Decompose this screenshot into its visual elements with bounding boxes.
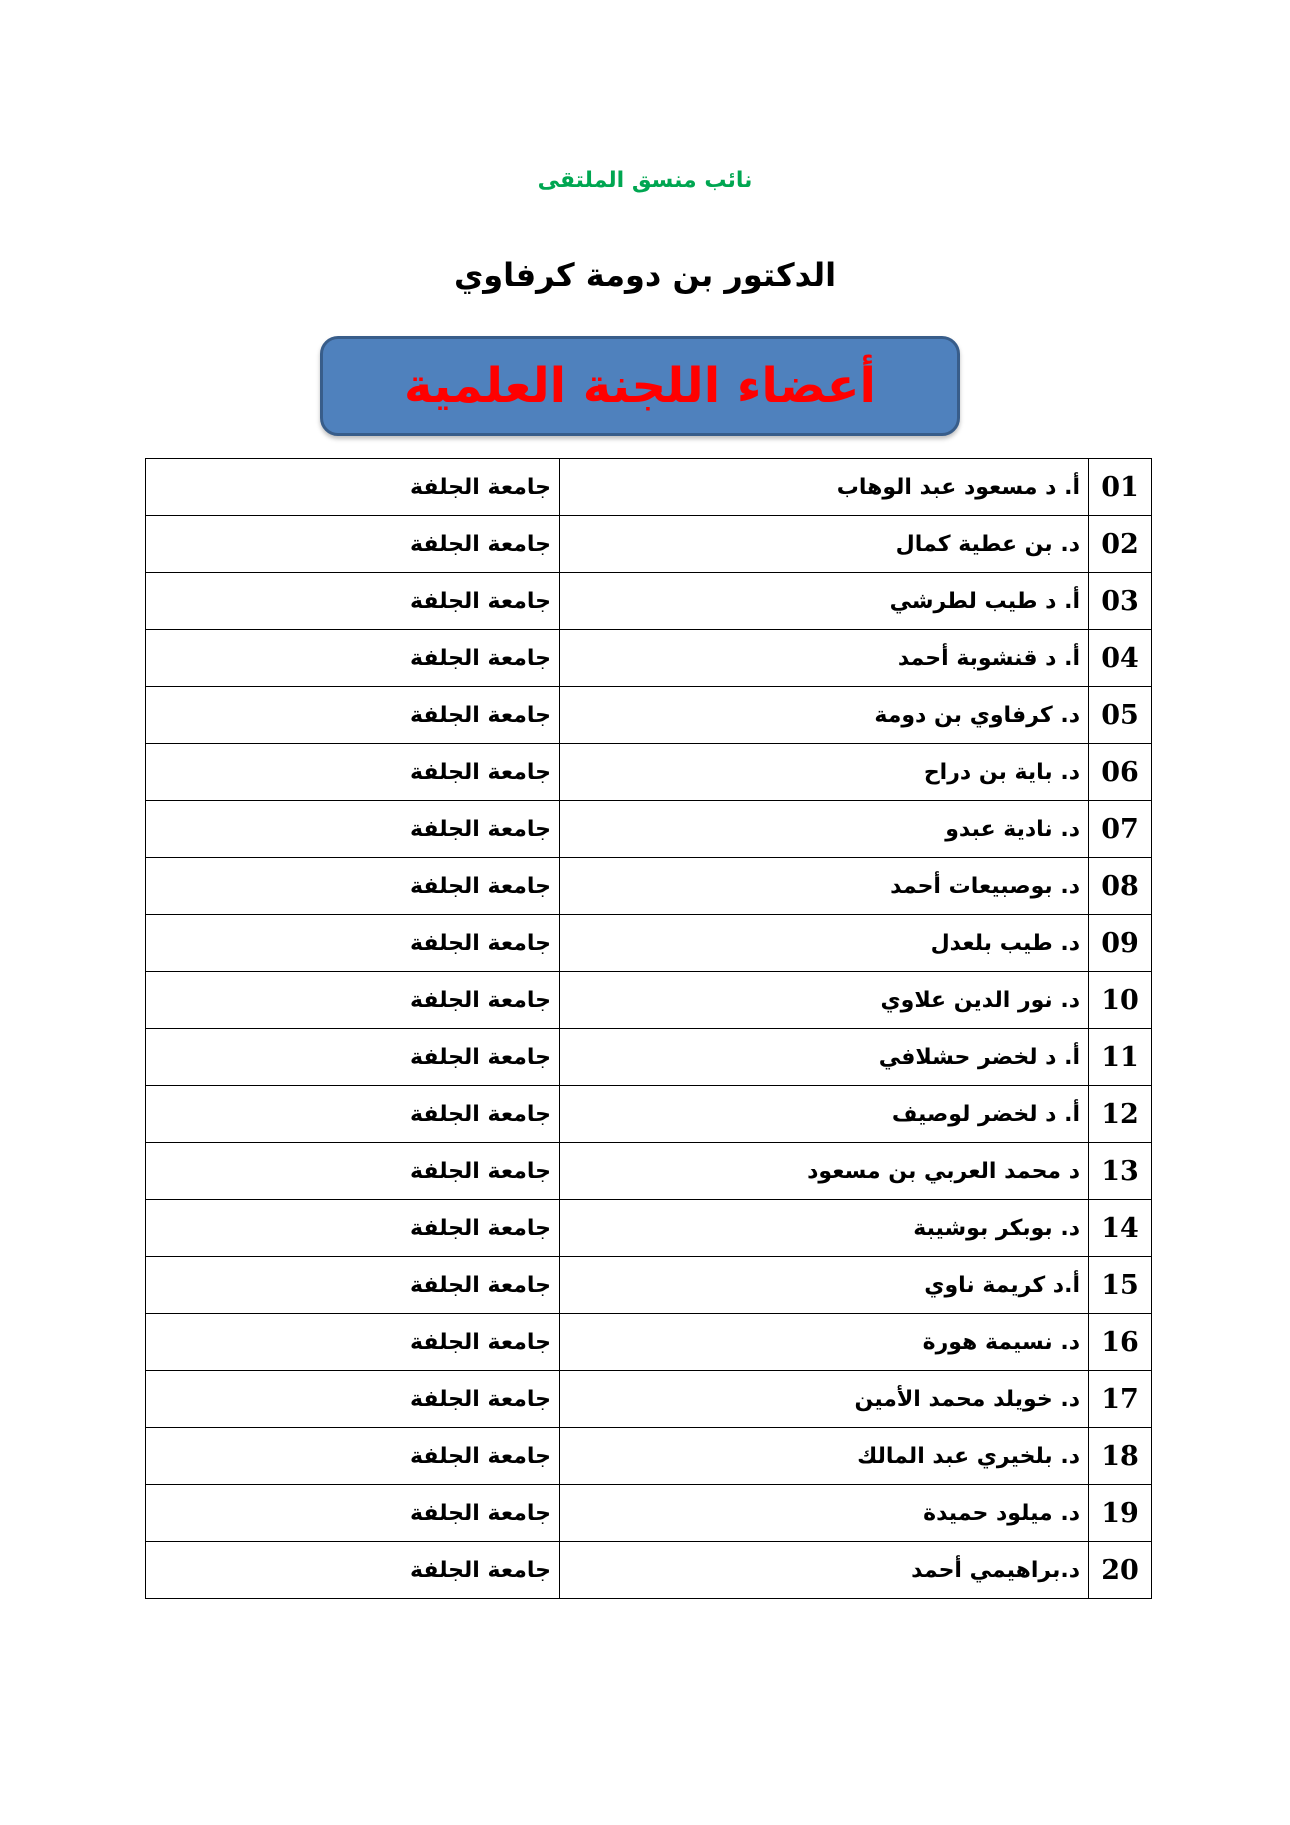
member-name: أ.د كريمة ناوي: [560, 1257, 1089, 1314]
member-university: جامعة الجلفة: [146, 459, 560, 516]
member-name: د. بوبكر بوشيبة: [560, 1200, 1089, 1257]
member-number: 03: [1089, 573, 1152, 630]
member-number: 16: [1089, 1314, 1152, 1371]
member-university: جامعة الجلفة: [146, 573, 560, 630]
member-university: جامعة الجلفة: [146, 1029, 560, 1086]
member-name: د. بن عطية كمال: [560, 516, 1089, 573]
member-university: جامعة الجلفة: [146, 744, 560, 801]
member-name: د. بلخيري عبد المالك: [560, 1428, 1089, 1485]
member-name: د. نادية عبدو: [560, 801, 1089, 858]
table-row: [146, 459, 1152, 516]
table-row: [146, 1428, 1152, 1485]
member-name: د. كرفاوي بن دومة: [560, 687, 1089, 744]
member-university: جامعة الجلفة: [146, 630, 560, 687]
member-number: 11: [1089, 1029, 1152, 1086]
table-row: [146, 1086, 1152, 1143]
banner-title: أعضاء اللجنة العلمية: [404, 358, 876, 414]
member-name: أ. د لخضر لوصيف: [560, 1086, 1089, 1143]
member-name: أ. د طيب لطرشي: [560, 573, 1089, 630]
table-row: [146, 687, 1152, 744]
table-row: [146, 915, 1152, 972]
member-name: د. ميلود حميدة: [560, 1485, 1089, 1542]
member-university: جامعة الجلفة: [146, 1542, 560, 1599]
member-university: جامعة الجلفة: [146, 972, 560, 1029]
table-row: [146, 573, 1152, 630]
member-name: د. باية بن دراح: [560, 744, 1089, 801]
member-number: 17: [1089, 1371, 1152, 1428]
member-university: جامعة الجلفة: [146, 1485, 560, 1542]
table-row: [146, 1314, 1152, 1371]
member-university: جامعة الجلفة: [146, 1257, 560, 1314]
member-university: جامعة الجلفة: [146, 1428, 560, 1485]
member-name: د محمد العربي بن مسعود: [560, 1143, 1089, 1200]
table-row: [146, 1029, 1152, 1086]
member-number: 01: [1089, 459, 1152, 516]
subtitle: نائب منسق الملتقى: [537, 168, 753, 193]
table-row: [146, 858, 1152, 915]
committee-table-body: [146, 459, 1152, 1599]
person-title: الدكتور بن دومة كرفاوي: [453, 256, 837, 294]
member-university: جامعة الجلفة: [146, 915, 560, 972]
member-number: 07: [1089, 801, 1152, 858]
member-name: د. طيب بلعدل: [560, 915, 1089, 972]
table-row: [146, 1542, 1152, 1599]
member-number: 20: [1089, 1542, 1152, 1599]
member-number: 05: [1089, 687, 1152, 744]
member-number: 14: [1089, 1200, 1152, 1257]
table-row: [146, 1257, 1152, 1314]
member-university: جامعة الجلفة: [146, 1143, 560, 1200]
member-name: د. نسيمة هورة: [560, 1314, 1089, 1371]
member-name: د.براهيمي أحمد: [560, 1542, 1089, 1599]
member-number: 12: [1089, 1086, 1152, 1143]
member-number: 18: [1089, 1428, 1152, 1485]
table-row: [146, 1143, 1152, 1200]
member-university: جامعة الجلفة: [146, 1200, 560, 1257]
member-name: أ. د لخضر حشلافي: [560, 1029, 1089, 1086]
member-university: جامعة الجلفة: [146, 1314, 560, 1371]
member-number: 09: [1089, 915, 1152, 972]
table-row: [146, 1485, 1152, 1542]
table-row: [146, 972, 1152, 1029]
member-number: 02: [1089, 516, 1152, 573]
member-university: جامعة الجلفة: [146, 687, 560, 744]
table-row: [146, 1200, 1152, 1257]
table-row: [146, 1371, 1152, 1428]
committee-banner: [320, 336, 960, 436]
member-name: د. بوصبيعات أحمد: [560, 858, 1089, 915]
member-name: أ. د مسعود عبد الوهاب: [560, 459, 1089, 516]
member-number: 04: [1089, 630, 1152, 687]
member-university: جامعة الجلفة: [146, 858, 560, 915]
member-university: جامعة الجلفة: [146, 516, 560, 573]
committee-table: [145, 458, 1152, 1599]
member-name: د. خويلد محمد الأمين: [560, 1371, 1089, 1428]
member-university: جامعة الجلفة: [146, 801, 560, 858]
table-row: [146, 744, 1152, 801]
member-university: جامعة الجلفة: [146, 1086, 560, 1143]
member-number: 19: [1089, 1485, 1152, 1542]
member-number: 08: [1089, 858, 1152, 915]
table-row: [146, 801, 1152, 858]
member-university: جامعة الجلفة: [146, 1371, 560, 1428]
member-name: أ. د قنشوبة أحمد: [560, 630, 1089, 687]
member-number: 15: [1089, 1257, 1152, 1314]
member-number: 10: [1089, 972, 1152, 1029]
table-row: [146, 516, 1152, 573]
member-name: د. نور الدين علاوي: [560, 972, 1089, 1029]
member-number: 06: [1089, 744, 1152, 801]
table-row: [146, 630, 1152, 687]
member-number: 13: [1089, 1143, 1152, 1200]
